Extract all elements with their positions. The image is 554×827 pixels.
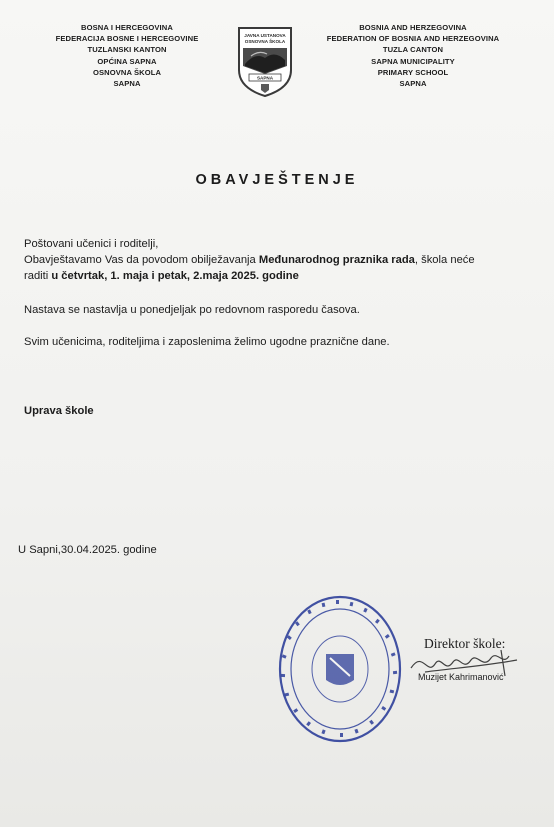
paragraph-text: raditi <box>24 270 52 282</box>
signoff: Uprava škole <box>24 405 94 417</box>
header-left-line: BOSNA I HERCEGOVINA <box>81 23 173 32</box>
paragraph-2: Nastava se nastavlja u ponedjeljak po redovnom rasporedu časova. <box>24 304 360 316</box>
header-right-line: TUZLA CANTON <box>382 45 444 55</box>
paragraph-text: Obavještavamo Vas da povodom obilježavanja <box>24 254 259 266</box>
header-left-line: TUZLANSKI KANTON <box>87 45 167 55</box>
header-right-line: BOSNIA AND HERZEGOVINA <box>359 23 467 32</box>
header-left-line: OPĆINA SAPNA <box>97 56 157 66</box>
header-left-line: OSNOVNA ŠKOLA <box>92 67 162 77</box>
header-left-line: FEDERACIJA BOSNE I HERCEGOVINE <box>55 34 199 44</box>
paragraph-bold: Međunarodnog praznika rada <box>258 254 415 266</box>
school-logo <box>235 26 295 98</box>
header-right-line: SAPNA <box>399 79 427 89</box>
document-title: OBAVJEŠTENJE <box>195 172 359 188</box>
header-left-line: SAPNA <box>113 79 141 89</box>
header-right-line: FEDERATION OF BOSNIA AND HERZEGOVINA <box>326 34 500 44</box>
header-right <box>318 22 508 89</box>
header-left <box>52 22 202 89</box>
director-name: Muzijet Kahrimanović <box>418 672 504 682</box>
logo-text-1: JAVNA USTANOVA <box>244 33 286 38</box>
paragraph-1-line-2 <box>24 268 299 284</box>
header-right-line: SAPNA MUNICIPALITY <box>371 56 455 66</box>
header-right-line: PRIMARY SCHOOL <box>377 67 449 77</box>
logo-text-2: OSNOVNA ŠKOLA <box>244 39 286 44</box>
paragraph-bold: u četvrtak, 1. maja i petak, 2.maja 2025. godine <box>51 270 299 282</box>
greeting: Poštovani učenici i roditelji, <box>24 238 159 250</box>
director-title: Direktor škole: <box>424 636 506 651</box>
paragraph-text: , škola neće <box>414 254 475 266</box>
paragraph-1-line-1 <box>24 252 475 268</box>
date-line: U Sapni,30.04.2025. godine <box>18 544 157 556</box>
paragraph-3: Svim učenicima, roditeljima i zaposlenima želimo ugodne praznične dane. <box>24 336 390 348</box>
logo-text-3: SAPNA <box>256 75 274 81</box>
official-stamp <box>276 594 404 744</box>
